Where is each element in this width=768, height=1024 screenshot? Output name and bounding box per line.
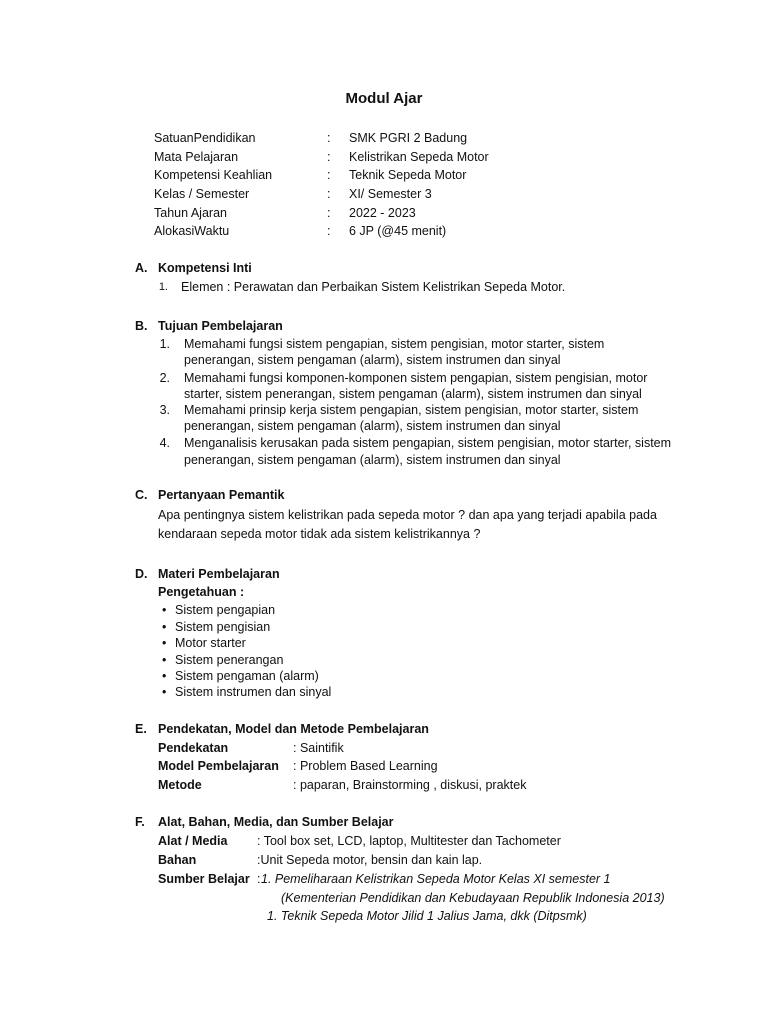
- section-d-letter: D.: [135, 567, 148, 581]
- identity-colon: :: [327, 187, 331, 201]
- bullet-item: Sistem penerangan: [175, 653, 284, 667]
- identity-label: Tahun Ajaran: [154, 206, 227, 220]
- identity-label: SatuanPendidikan: [154, 131, 256, 145]
- approach-label: Pendekatan: [158, 741, 229, 755]
- sources-colon: :: [257, 872, 261, 886]
- identity-value: SMK PGRI 2 Badung: [349, 131, 468, 145]
- bullet-icon: •: [162, 669, 167, 683]
- bullet-icon: •: [162, 653, 167, 667]
- list-number: 3.: [159, 403, 170, 417]
- list-number: 1.: [159, 337, 170, 351]
- list-item-text: Menganalisis kerusakan pada sistem pengapian, sistem pengisian, motor starter, sistem: [184, 436, 672, 450]
- method-value: : paparan, Brainstorming , diskusi, praktek: [293, 778, 527, 792]
- section-e-title: Pendekatan, Model dan Metode Pembelajaran: [158, 722, 429, 736]
- section-f-letter: F.: [135, 815, 145, 829]
- bullet-item: Sistem instrumen dan sinyal: [175, 685, 332, 699]
- identity-value: Teknik Sepeda Motor: [349, 168, 467, 182]
- materials-value: :Unit Sepeda motor, bensin dan kain lap.: [257, 853, 483, 867]
- bullet-item: Sistem pengaman (alarm): [175, 669, 319, 683]
- identity-value: XI/ Semester 3: [349, 187, 432, 201]
- model-label: Model Pembelajaran: [158, 759, 279, 773]
- list-number: 1.: [158, 281, 168, 293]
- source-item: 1. Teknik Sepeda Motor Jilid 1 Jalius Jama, dkk (Ditpsmk): [267, 909, 587, 923]
- sources-label: Sumber Belajar: [158, 872, 250, 886]
- list-item-text: Memahami fungsi komponen-komponen sistem pengapian, sistem pengisian, motor: [184, 371, 648, 385]
- section-d-subtitle: Pengetahuan :: [158, 585, 245, 599]
- question-text: kendaraan sepeda motor tidak ada sistem kelistrikannya ?: [158, 527, 481, 541]
- bullet-icon: •: [162, 685, 167, 699]
- section-c-title: Pertanyaan Pemantik: [158, 488, 285, 502]
- page-title: Modul Ajar: [345, 90, 423, 107]
- identity-colon: :: [327, 224, 331, 238]
- section-d-title: Materi Pembelajaran: [158, 567, 280, 581]
- section-a-letter: A.: [135, 261, 148, 275]
- list-item-text: penerangan, sistem pengaman (alarm), sistem instrumen dan sinyal: [184, 453, 561, 467]
- section-b-title: Tujuan Pembelajaran: [158, 319, 283, 333]
- bullet-item: Motor starter: [175, 636, 246, 650]
- approach-value: : Saintifik: [293, 741, 344, 755]
- bullet-item: Sistem pengisian: [175, 620, 271, 634]
- list-item-text: Memahami fungsi sistem pengapian, sistem pengisian, motor starter, sistem: [184, 337, 605, 351]
- tools-value: : Tool box set, LCD, laptop, Multitester dan Tachometer: [257, 834, 561, 848]
- section-a-title: Kompetensi Inti: [158, 261, 252, 275]
- list-item-text: penerangan, sistem pengaman (alarm), sistem instrumen dan sinyal: [184, 419, 561, 433]
- list-item-text: penerangan, sistem pengaman (alarm), sistem instrumen dan sinyal: [184, 353, 561, 367]
- question-text: Apa pentingnya sistem kelistrikan pada sepeda motor ? dan apa yang terjadi apabila pada: [158, 508, 657, 522]
- source-item: 1. Pemeliharaan Kelistrikan Sepeda Motor Kelas XI semester 1: [261, 872, 611, 886]
- list-number: 2.: [159, 371, 170, 385]
- list-item-text: starter, sistem penerangan, sistem pengaman (alarm), sistem instrumen dan sinyal: [184, 387, 642, 401]
- list-item-text: Memahami prinsip kerja sistem pengapian, sistem pengisian, motor starter, sistem: [184, 403, 639, 417]
- section-b-letter: B.: [135, 319, 148, 333]
- materials-label: Bahan: [158, 853, 197, 867]
- tools-label: Alat / Media: [158, 834, 228, 848]
- identity-value: 2022 - 2023: [349, 206, 416, 220]
- identity-label: Mata Pelajaran: [154, 150, 239, 164]
- identity-label: Kelas / Semester: [154, 187, 250, 201]
- list-item-text: Elemen : Perawatan dan Perbaikan Sistem Kelistrikan Sepeda Motor.: [181, 280, 566, 294]
- section-e-letter: E.: [135, 722, 147, 736]
- identity-label: AlokasiWaktu: [154, 224, 230, 238]
- model-value: : Problem Based Learning: [293, 759, 438, 773]
- identity-value: 6 JP (@45 menit): [349, 224, 447, 238]
- section-c-letter: C.: [135, 488, 148, 502]
- method-label: Metode: [158, 778, 202, 792]
- bullet-item: Sistem pengapian: [175, 603, 276, 617]
- bullet-icon: •: [162, 603, 167, 617]
- identity-label: Kompetensi Keahlian: [154, 168, 273, 182]
- section-f-title: Alat, Bahan, Media, dan Sumber Belajar: [158, 815, 394, 829]
- source-item-publisher: (Kementerian Pendidikan dan Kebudayaan Republik Indonesia 2013): [281, 891, 665, 905]
- identity-colon: :: [327, 150, 331, 164]
- identity-colon: :: [327, 168, 331, 182]
- identity-colon: :: [327, 131, 331, 145]
- identity-value: Kelistrikan Sepeda Motor: [349, 150, 489, 164]
- bullet-icon: •: [162, 636, 167, 650]
- identity-colon: :: [327, 206, 331, 220]
- bullet-icon: •: [162, 620, 167, 634]
- list-number: 4.: [159, 436, 170, 450]
